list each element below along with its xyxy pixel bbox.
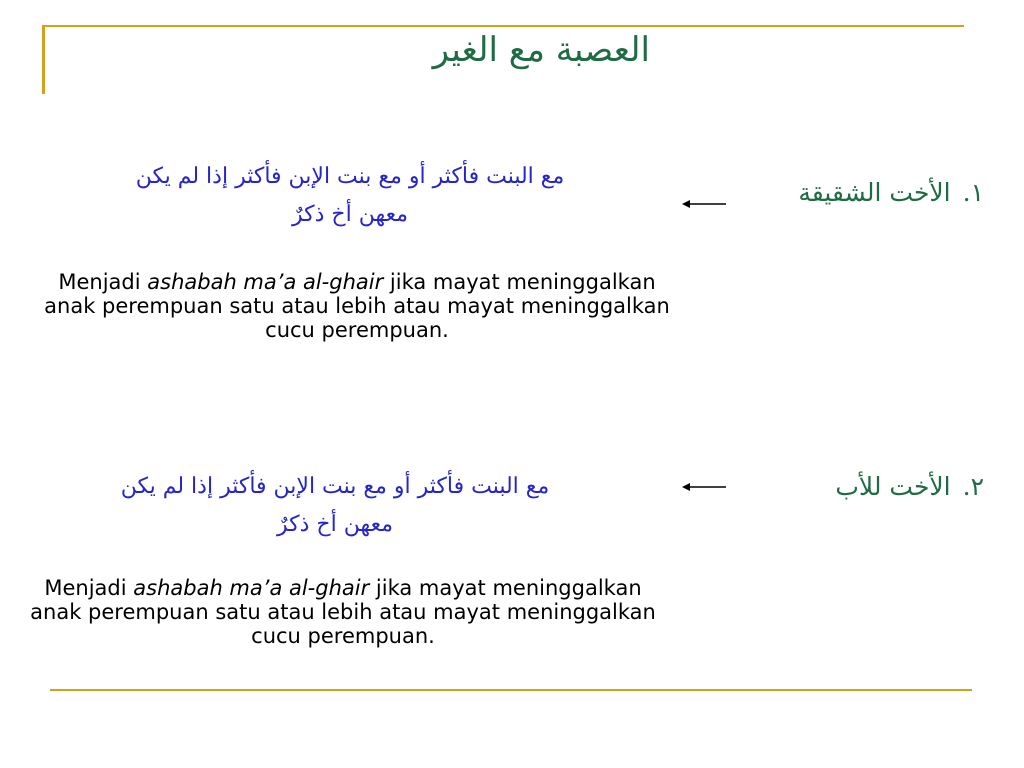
item-1-arabic-condition — [50, 158, 650, 234]
left-accent-bar — [42, 26, 45, 94]
item-1-desc-rest: jika mayat meninggalkan anak perempuan satu atau lebih atau mayat meninggalkan cucu perempuan. — [44, 270, 670, 342]
top-rule — [42, 25, 964, 27]
item-2-arabic-line-1: مع البنت فأكثر أو مع بنت الإبن فأكثر إذا لم يكن — [120, 474, 550, 499]
item-1-arabic-line-1: مع البنت فأكثر أو مع بنت الإبن فأكثر إذا لم يكن — [135, 164, 565, 189]
item-2-number: ٢. — [962, 472, 984, 501]
left-arrow-icon — [682, 480, 728, 494]
item-1-description — [42, 270, 672, 342]
item-1-desc-term: ashabah ma’a al-ghair — [147, 270, 384, 294]
item-1-arabic-line-2: معهن أخ ذكرٌ — [292, 202, 408, 227]
bottom-rule — [50, 689, 972, 691]
item-1-label — [798, 178, 984, 207]
left-arrow-icon — [682, 197, 728, 211]
item-1-desc-prefix: Menjadi — [58, 270, 148, 294]
item-2-label-text: الأخت للأب — [835, 472, 951, 501]
item-1-label-text: الأخت الشقيقة — [798, 178, 951, 207]
item-2-desc-rest: jika mayat meninggalkan anak perempuan satu atau lebih atau mayat meninggalkan cucu perempuan. — [30, 576, 656, 648]
item-1-number: ١. — [962, 178, 984, 207]
item-2-description — [28, 576, 658, 648]
item-2-arabic-condition — [35, 468, 635, 544]
item-2-desc-prefix: Menjadi — [44, 576, 134, 600]
slide-title: العصبة مع الغير — [432, 30, 650, 70]
item-2-label — [835, 472, 984, 501]
item-2-arabic-line-2: معهن أخ ذكرٌ — [277, 512, 393, 537]
item-2-desc-term: ashabah ma’a al-ghair — [133, 576, 370, 600]
